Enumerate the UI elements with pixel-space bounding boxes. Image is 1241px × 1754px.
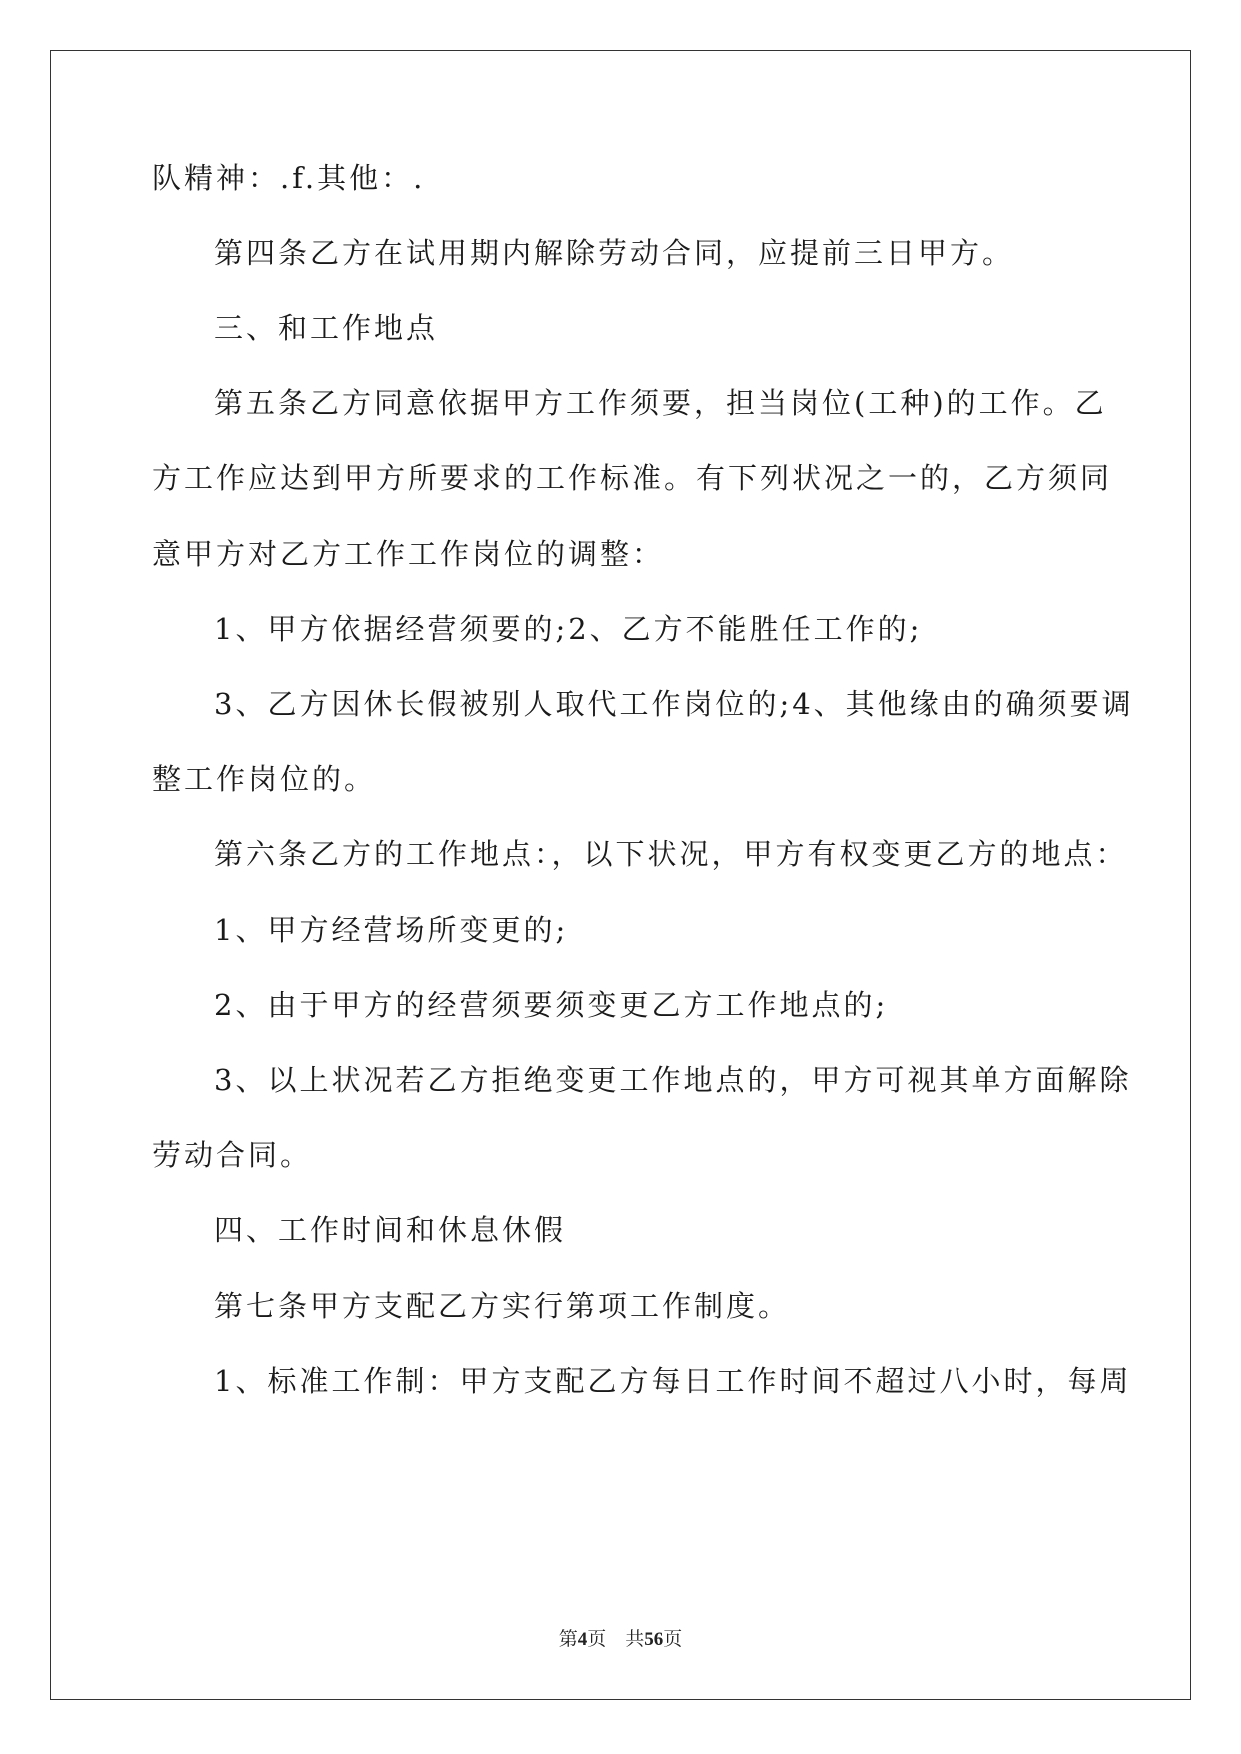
current-page-number: 4 [577, 1629, 588, 1650]
page-footer [0, 1624, 1241, 1651]
footer-total-prefix: 共 [625, 1629, 645, 1650]
text-line: 1、甲方依据经营须要的;2、乙方不能胜任工作的; [214, 612, 923, 646]
text-line: 1、标准工作制：甲方支配乙方每日工作时间不超过八小时，每周 [214, 1364, 1132, 1398]
text-line: 第四条乙方在试用期内解除劳动合同，应提前三日甲方。 [214, 236, 1015, 270]
text-line: 3、乙方因休长假被别人取代工作岗位的;4、其他缘由的确须要调 [214, 687, 1134, 721]
footer-prefix: 第 [558, 1629, 578, 1650]
text-line: 第七条甲方支配乙方实行第项工作制度。 [214, 1289, 791, 1323]
text-line: 2、由于甲方的经营须要须变更乙方工作地点的; [214, 988, 889, 1022]
text-line: 第六条乙方的工作地点：，以下状况，甲方有权变更乙方的地点： [214, 837, 1128, 871]
text-line: 劳动合同。 [152, 1138, 313, 1172]
text-line: 方工作应达到甲方所要求的工作标准。有下列状况之一的，乙方须同 [152, 461, 1113, 495]
footer-page-word: 页 [587, 1629, 607, 1650]
text-line: 整工作岗位的。 [152, 762, 377, 796]
page-border [50, 50, 1191, 1700]
total-page-count: 56 [644, 1629, 664, 1650]
text-line: 第五条乙方同意依据甲方工作须要，担当岗位(工种)的工作。乙 [214, 386, 1107, 420]
text-line: 队精神：.f.其他：. [152, 161, 426, 195]
footer-total-suffix: 页 [663, 1629, 683, 1650]
text-line: 1、甲方经营场所变更的; [214, 913, 569, 947]
text-line: 意甲方对乙方工作工作岗位的调整： [152, 537, 665, 571]
section-heading: 三、和工作地点 [214, 311, 439, 345]
section-heading: 四、工作时间和休息休假 [214, 1213, 567, 1247]
text-line: 3、以上状况若乙方拒绝变更工作地点的，甲方可视其单方面解除 [214, 1063, 1132, 1097]
